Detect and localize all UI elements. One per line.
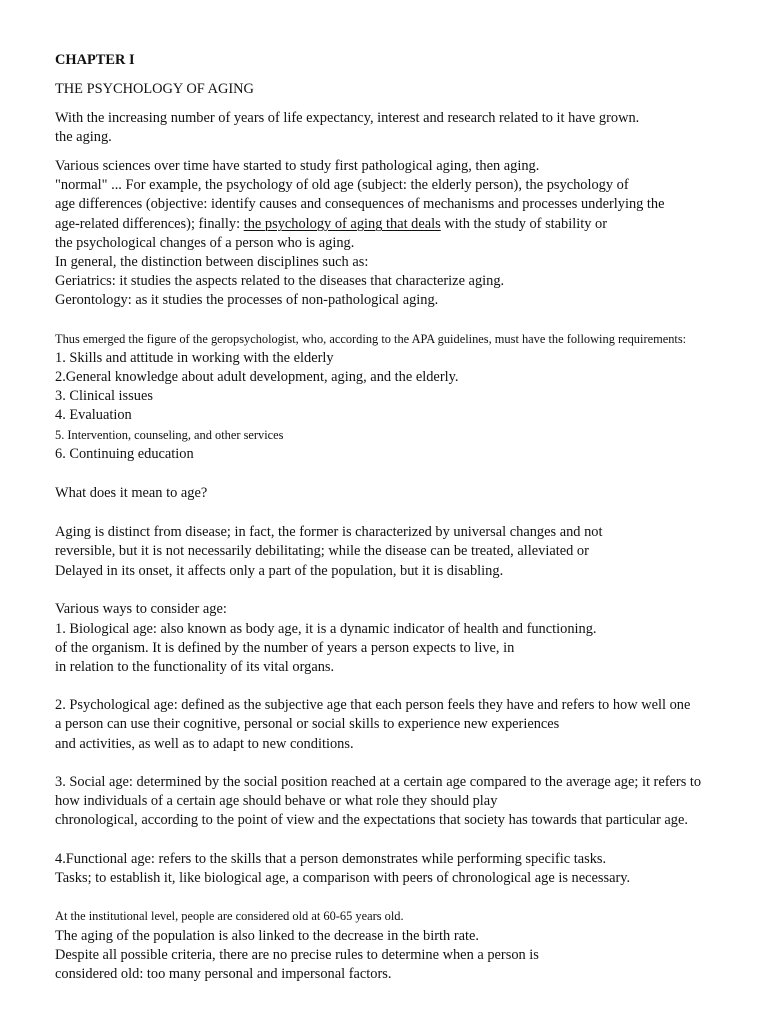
text-span: with the study of stability or xyxy=(440,216,608,232)
paragraph-line: "normal" ... For example, the psychology of old age (subject: the elderly person), the psychology of xyxy=(55,177,629,193)
paragraph-line: the psychological changes of a person who is aging. xyxy=(55,235,355,251)
paragraph-line: how individuals of a certain age should behave or what role they should play xyxy=(55,793,498,809)
paragraph-line: Geriatrics: it studies the aspects related to the diseases that characterize aging. xyxy=(55,273,505,289)
paragraph-line: a person can use their cognitive, personal or social skills to experience new experiences xyxy=(55,716,560,732)
paragraph-line: Delayed in its onset, it affects only a part of the population, but it is disabling. xyxy=(55,563,504,579)
list-item: 3. Clinical issues xyxy=(55,388,153,404)
chapter-title: THE PSYCHOLOGY OF AGING xyxy=(55,81,254,97)
paragraph-line: 1. Biological age: also known as body age, it is a dynamic indicator of health and functioning. xyxy=(55,621,597,637)
paragraph-line: The aging of the population is also linked to the decrease in the birth rate. xyxy=(55,928,479,944)
paragraph-line: Various sciences over time have started to study first pathological aging, then aging. xyxy=(55,158,540,174)
list-item: 5. Intervention, counseling, and other services xyxy=(55,428,284,442)
list-item: 1. Skills and attitude in working with the elderly xyxy=(55,350,334,366)
paragraph-line: chronological, according to the point of view and the expectations that society has towards that particular age. xyxy=(55,812,688,828)
list-item: 6. Continuing education xyxy=(55,446,194,462)
paragraph-line: In general, the distinction between disciplines such as: xyxy=(55,254,369,270)
paragraph-line: 2. Psychological age: defined as the subjective age that each person feels they have and refers to how well one xyxy=(55,697,691,713)
text-span: age-related differences); finally: xyxy=(55,216,244,232)
paragraph-line: At the institutional level, people are considered old at 60-65 years old. xyxy=(55,909,404,923)
list-item: 2.General knowledge about adult development, aging, and the elderly. xyxy=(55,369,459,385)
apa-intro: Thus emerged the figure of the geropsychologist, who, according to the APA guidelines, must have the following requirements: xyxy=(55,332,687,346)
paragraph-line: Gerontology: as it studies the processes of non-pathological aging. xyxy=(55,292,439,308)
paragraph-line: 4.Functional age: refers to the skills that a person demonstrates while performing specific tasks. xyxy=(55,851,607,867)
paragraph-line: and activities, as well as to adapt to new conditions. xyxy=(55,736,354,752)
paragraph-line: in relation to the functionality of its vital organs. xyxy=(55,659,335,675)
paragraph-line: With the increasing number of years of life expectancy, interest and research related to it have grown. xyxy=(55,110,640,126)
paragraph-line: considered old: too many personal and impersonal factors. xyxy=(55,966,392,982)
paragraph-line: Tasks; to establish it, like biological age, a comparison with peers of chronological age is necessary. xyxy=(55,870,631,886)
paragraph-line: reversible, but it is not necessarily debilitating; while the disease can be treated, alleviated or xyxy=(55,543,589,559)
list-item: 4. Evaluation xyxy=(55,407,132,423)
paragraph-line: 3. Social age: determined by the social position reached at a certain age compared to the average age; it refers to xyxy=(55,774,702,790)
paragraph-line: Various ways to consider age: xyxy=(55,601,227,617)
chapter-heading: CHAPTER I xyxy=(55,52,135,68)
paragraph-line: Aging is distinct from disease; in fact, the former is characterized by universal changes and not xyxy=(55,524,603,540)
paragraph-line: Despite all possible criteria, there are no precise rules to determine when a person is xyxy=(55,947,539,963)
paragraph-line: of the organism. It is defined by the number of years a person expects to live, in xyxy=(55,640,515,656)
paragraph-line: the aging. xyxy=(55,129,112,145)
paragraph-line: age differences (objective: identify causes and consequences of mechanisms and processes underlying the xyxy=(55,196,665,212)
underlined-phrase: the psychology of aging that deals xyxy=(243,216,441,232)
paragraph-line xyxy=(55,215,607,233)
question-line: What does it mean to age? xyxy=(55,485,208,501)
